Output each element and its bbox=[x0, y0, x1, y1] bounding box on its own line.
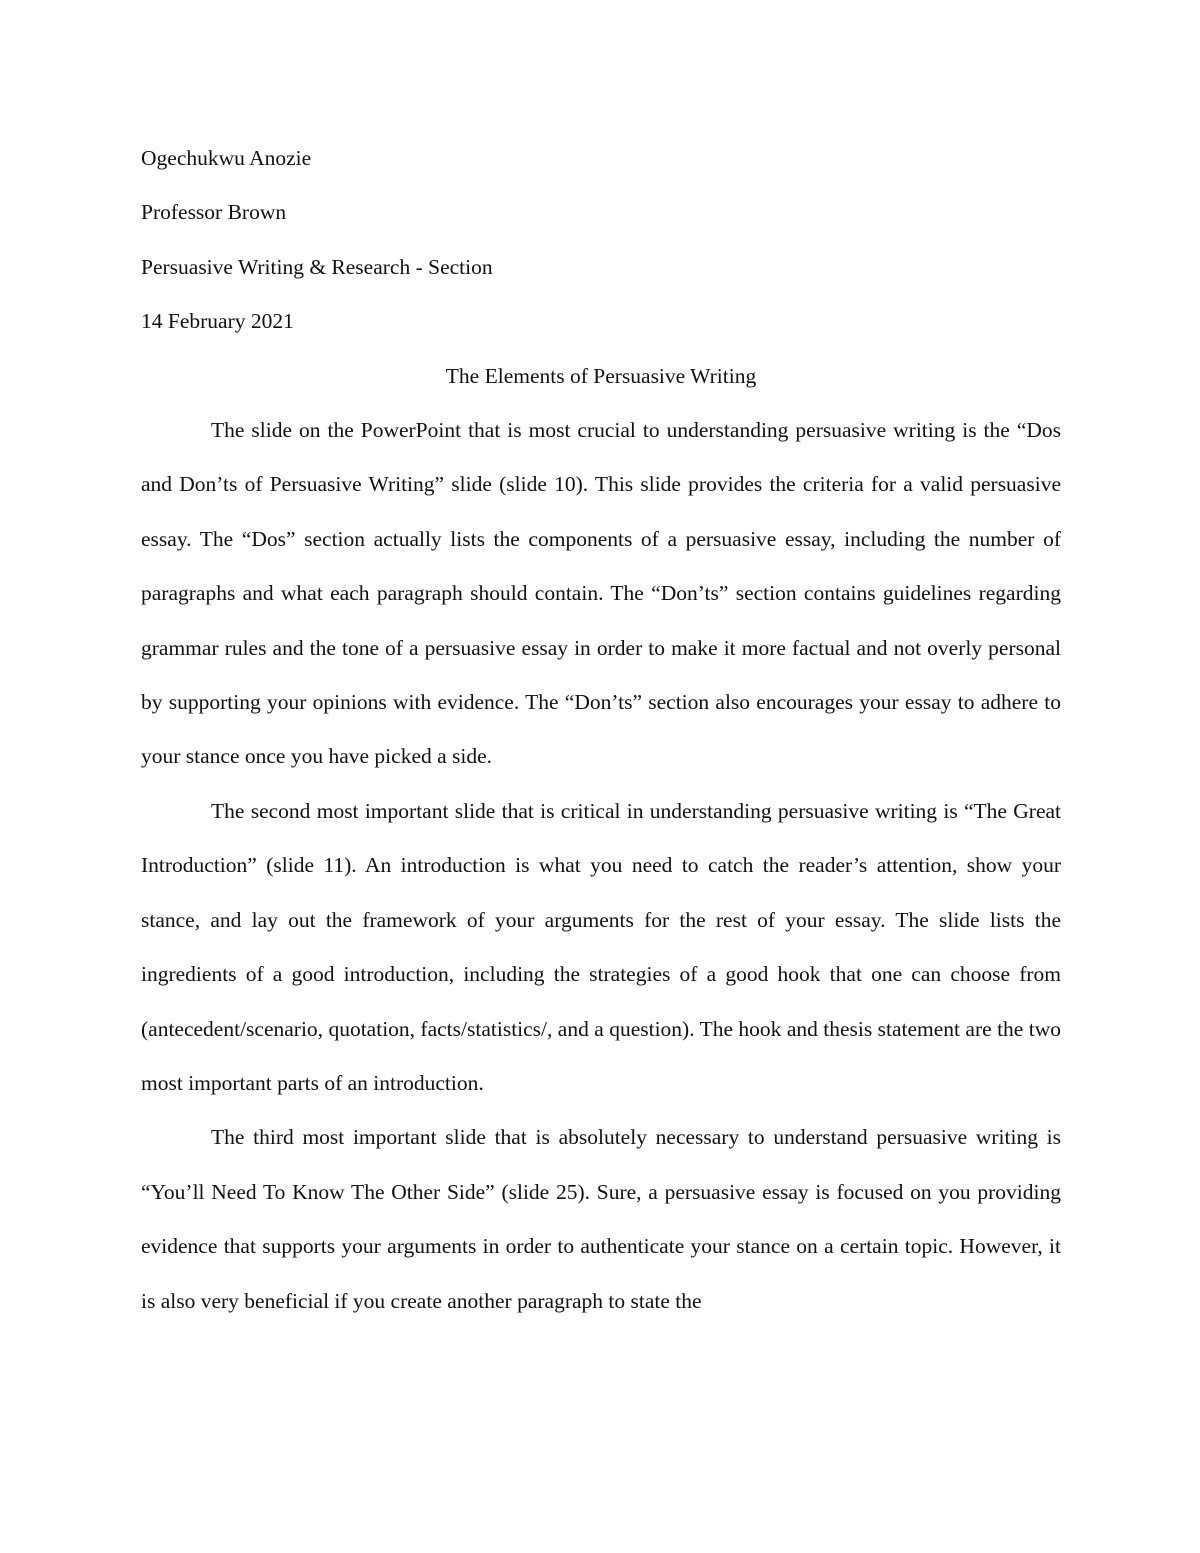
paragraph-2: The second most important slide that is critical in understanding persuasive writing is “The Great Introduction” (slide 11). An introduction is what you need to catch the reader’s attention, show your stance, and lay out the framework of your arguments for the rest of your essay. The slide lists the ingredients of a good introduction, including the strategies of a good hook that one can choose from (antecedent/scenario, quotation, facts/statistics/, and a question). The hook and thesis statement are the two most important parts of an introduction. bbox=[141, 798, 1061, 1095]
paragraph-3: The third most important slide that is absolutely necessary to understand persuasive writing is “You’ll Need To Know The Other Side” (slide 25). Sure, a persuasive essay is focused on you providing evidence that supports your arguments in order to authenticate your stance on a certain topic. However, it is also very beneficial if you create another paragraph to state the bbox=[141, 1125, 1061, 1313]
student-name: Ogechukwu Anozie bbox=[141, 146, 312, 170]
document-date: 14 February 2021 bbox=[141, 309, 294, 334]
paragraph-1: The slide on the PowerPoint that is most crucial to understanding persuasive writing is the “Dos and Don’ts of Persuasive Writing” slide (slide 10). This slide provides the criteria for a valid persuasive essay. The “Dos” section actually lists the components of a persuasive essay, including the number of paragraphs and what each paragraph should contain. The “Don’ts” section contains guidelines regarding grammar rules and the tone of a persuasive essay in order to make it more factual and not overly personal by supporting your opinions with evidence. The “Don’ts” section also encourages your essay to adhere to your stance once you have picked a side. bbox=[141, 418, 1061, 769]
document-body bbox=[141, 131, 1061, 1328]
professor-name: Professor Brown bbox=[141, 200, 287, 225]
course-name: Persuasive Writing & Research - Section bbox=[141, 254, 493, 279]
essay-title: The Elements of Persuasive Writing bbox=[445, 363, 757, 388]
